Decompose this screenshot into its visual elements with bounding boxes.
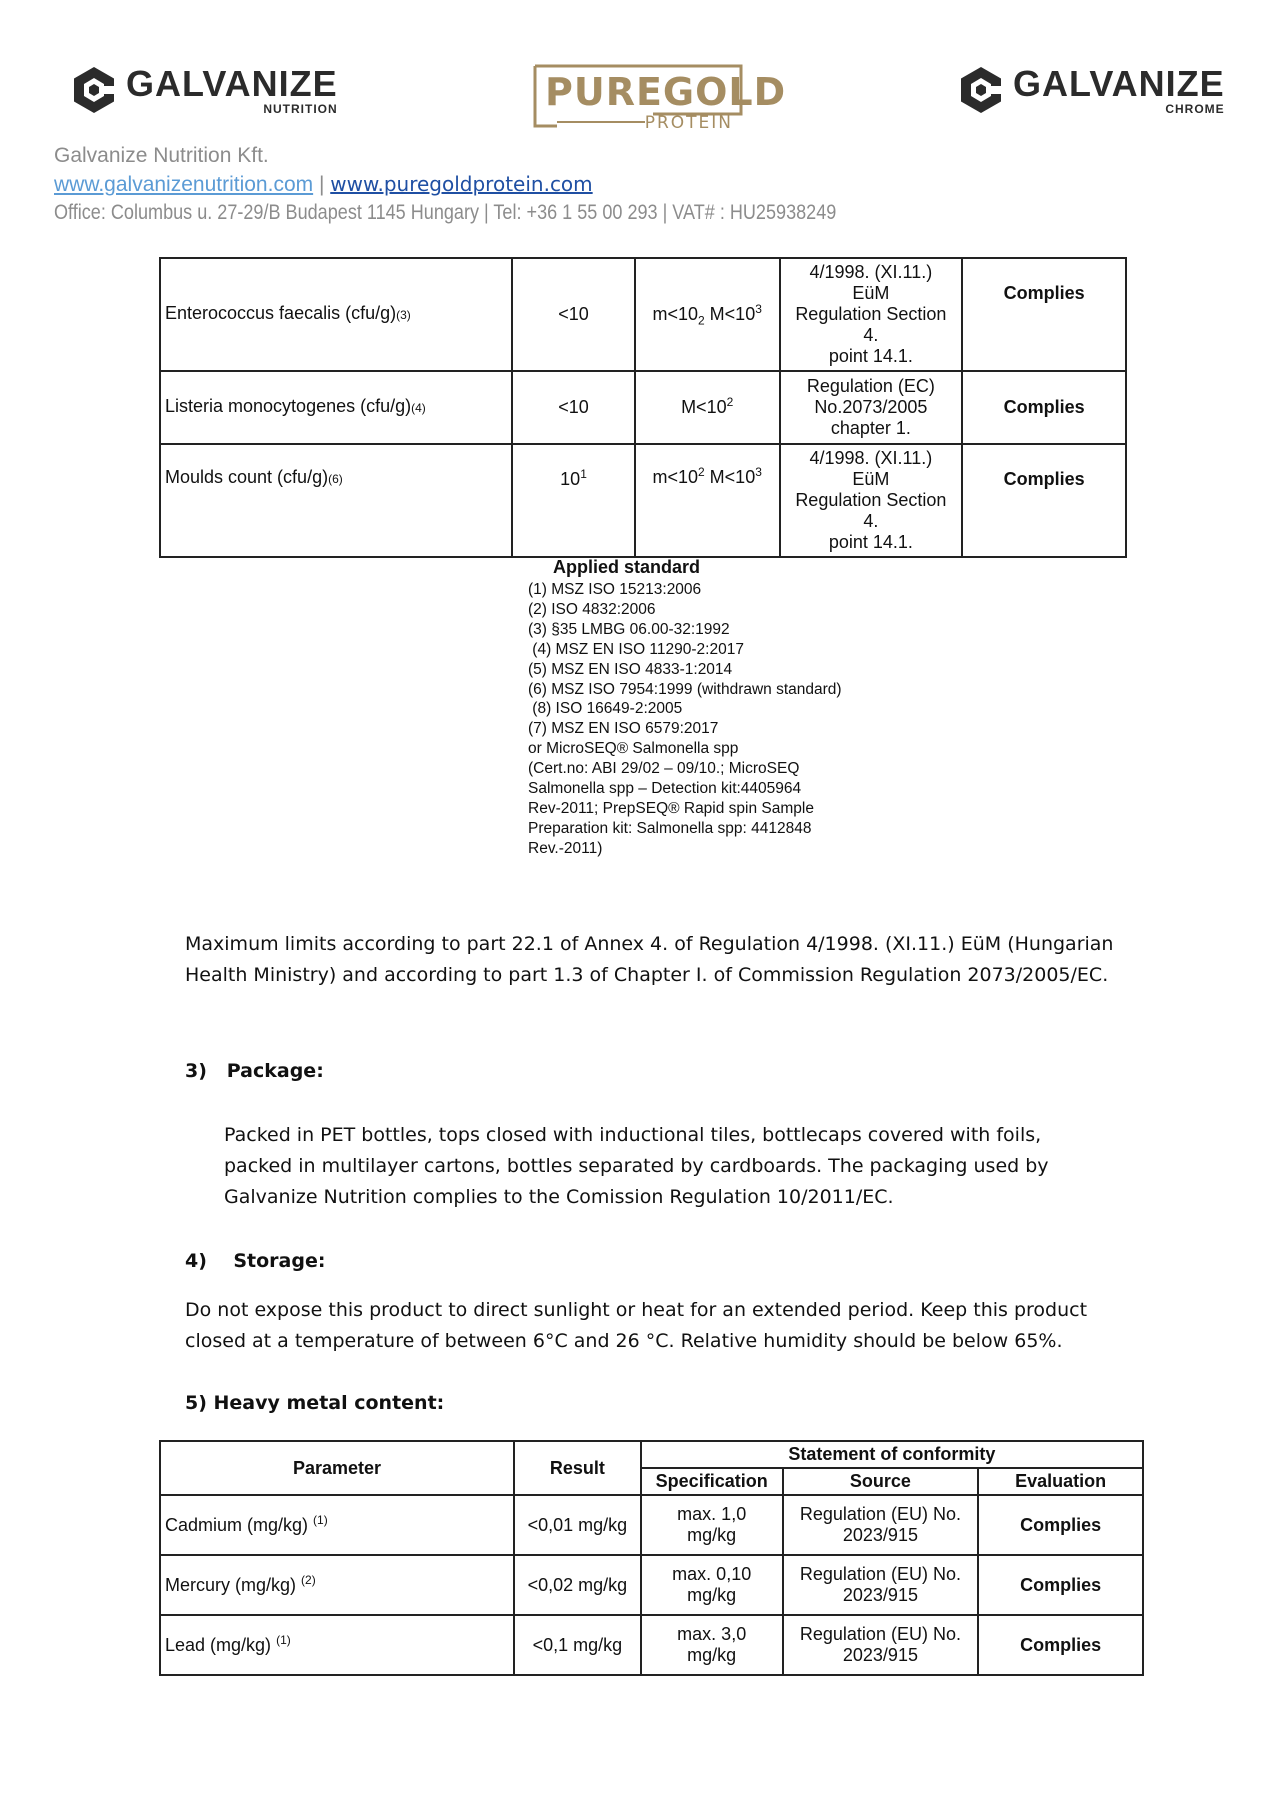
- param-cell: [160, 258, 512, 371]
- param-name: Listeria monocytogenes (cfu/g): [165, 396, 412, 416]
- param-name: Lead (mg/kg): [165, 1634, 272, 1655]
- limit-cell: [635, 258, 780, 371]
- source-line: Regulation (EU) No.: [799, 1564, 961, 1584]
- galvanize-chrome-logo: [955, 64, 1225, 116]
- table-row: [160, 1555, 1143, 1615]
- standard-line: (7) MSZ EN ISO 6579:2017: [528, 720, 719, 738]
- evaluation-cell: Complies: [978, 1555, 1143, 1615]
- spec-line: max. 3,0: [677, 1624, 747, 1644]
- standard-line: (Cert.no: ABI 29/02 – 09/10.; MicroSEQ: [528, 760, 800, 778]
- website-link-galvanize[interactable]: www.galvanizenutrition.com: [54, 173, 314, 196]
- evaluation-cell: Complies: [962, 444, 1126, 557]
- result-cell: [512, 444, 635, 557]
- limits-paragraph: [185, 929, 1185, 991]
- source-cell: [783, 1615, 979, 1675]
- source-line: point 14.1.: [828, 532, 913, 552]
- result-exp: 1: [580, 467, 587, 481]
- result-cell: <10: [512, 258, 635, 371]
- standard-line: Preparation kit: Salmonella spp: 4412848: [528, 819, 812, 837]
- source-line: 2023/915: [842, 1645, 918, 1665]
- evaluation-cell: Complies: [978, 1615, 1143, 1675]
- param-cell: [160, 1495, 514, 1555]
- storage-text: [185, 1295, 1185, 1357]
- spec-line: mg/kg: [687, 1645, 737, 1665]
- limit-M-exp: 3: [755, 465, 762, 479]
- source-cell: [783, 1495, 979, 1555]
- spec-line: max. 1,0: [677, 1504, 747, 1524]
- logo-center-name: PUREGOLD: [545, 70, 787, 114]
- param-cell: [160, 1555, 514, 1615]
- col-header-specification: Specification: [641, 1468, 783, 1495]
- param-name: Moulds count (cfu/g): [165, 467, 329, 487]
- websites-line: [54, 172, 593, 197]
- standard-ref: (1): [276, 1632, 291, 1647]
- source-line: 4.: [863, 511, 879, 531]
- table-row: [160, 444, 1126, 557]
- source-line: EüM: [852, 283, 890, 303]
- result-cell: <0,02 mg/kg: [514, 1555, 641, 1615]
- puregold-protein-logo: [533, 64, 787, 133]
- paragraph-line: Do not expose this product to direct sunlight or heat for an extended period. Keep this product: [185, 1299, 1088, 1321]
- standard-ref: (3): [396, 308, 411, 322]
- microbiology-table: [159, 257, 1127, 558]
- standard-line: Salmonella spp – Detection kit:4405964: [528, 780, 802, 798]
- standard-ref: (4): [411, 401, 426, 415]
- spec-cell: [641, 1555, 783, 1615]
- result-value: 10: [560, 469, 581, 489]
- storage-heading: 4) Storage:: [185, 1250, 326, 1272]
- table-header-row: [160, 1441, 1143, 1468]
- standard-ref: (6): [328, 472, 343, 486]
- limit-m: m<10: [652, 304, 698, 324]
- table-row: [160, 371, 1126, 444]
- table-row: [160, 1615, 1143, 1675]
- limit-cell: [635, 371, 780, 444]
- source-cell: [780, 371, 963, 444]
- limit-m-exp: 2: [697, 465, 705, 479]
- paragraph-line: Maximum limits according to part 22.1 of Annex 4. of Regulation 4/1998. (XI.11.) EüM (Hungarian: [185, 933, 1114, 955]
- standard-line: (3) §35 LMBG 06.00-32:1992: [528, 620, 730, 638]
- source-cell: [783, 1555, 979, 1615]
- source-line: No.2073/2005: [814, 397, 928, 417]
- param-name: Enterococcus faecalis (cfu/g): [165, 303, 397, 323]
- paragraph-line: packed in multilayer cartons, bottles separated by cardboards. The packaging used by: [224, 1155, 1049, 1177]
- logo-left-name: GALVANIZE: [126, 62, 338, 104]
- table-row: [160, 258, 1126, 371]
- limit-cell: [635, 444, 780, 557]
- limit-M: M<10: [704, 304, 756, 324]
- galvanize-nutrition-logo: [68, 64, 338, 116]
- paragraph-line: Health Ministry) and according to part 1.3 of Chapter I. of Commission Regulation 2073/2005/EC.: [185, 964, 1109, 986]
- param-name: Cadmium (mg/kg): [165, 1514, 309, 1535]
- spec-cell: [641, 1615, 783, 1675]
- company-name: Galvanize Nutrition Kft.: [54, 144, 269, 167]
- standard-line: or MicroSEQ® Salmonella spp: [528, 740, 739, 758]
- standard-line: (2) ISO 4832:2006: [528, 600, 656, 618]
- source-line: Regulation (EU) No.: [799, 1624, 961, 1644]
- col-header-result: Result: [514, 1441, 641, 1495]
- source-line: EüM: [852, 469, 890, 489]
- source-line: chapter 1.: [830, 418, 911, 438]
- limit-M-exp: 3: [755, 302, 762, 316]
- table-row: [160, 1495, 1143, 1555]
- result-cell: <10: [512, 371, 635, 444]
- source-line: Regulation (EU) No.: [799, 1504, 961, 1524]
- limit-m-exp: 2: [697, 313, 705, 328]
- result-cell: <0,1 mg/kg: [514, 1615, 641, 1675]
- standard-line: (5) MSZ EN ISO 4833-1:2014: [528, 660, 733, 678]
- logo-center-sub: PROTEIN: [644, 113, 733, 133]
- standard-line: (4) MSZ EN ISO 11290-2:2017: [528, 640, 744, 658]
- heavy-metal-table: [159, 1440, 1144, 1676]
- limit-M: M<10: [704, 467, 756, 487]
- limit-m: m<10: [652, 467, 698, 487]
- standard-line: Rev-2011; PrepSEQ® Rapid spin Sample: [528, 799, 814, 817]
- evaluation-cell: Complies: [962, 258, 1126, 371]
- source-line: 4/1998. (XI.11.): [809, 262, 933, 282]
- standard-ref: (1): [313, 1512, 328, 1527]
- website-link-puregold[interactable]: www.puregoldprotein.com: [330, 172, 593, 196]
- hexagon-logo-icon: [955, 64, 1007, 116]
- param-cell: [160, 371, 512, 444]
- col-header-conformity: Statement of conformity: [641, 1441, 1143, 1468]
- result-cell: <0,01 mg/kg: [514, 1495, 641, 1555]
- source-line: Regulation (EC): [806, 376, 935, 396]
- source-cell: [780, 444, 963, 557]
- standard-line: (1) MSZ ISO 15213:2006: [528, 581, 702, 598]
- standard-line: (8) ISO 16649-2:2005: [528, 700, 683, 718]
- source-line: 4.: [863, 325, 879, 345]
- source-cell: [780, 258, 963, 371]
- param-cell: [160, 1615, 514, 1675]
- param-cell: [160, 444, 512, 557]
- spec-line: mg/kg: [687, 1525, 737, 1545]
- logo-right-name: GALVANIZE: [1013, 62, 1225, 104]
- spec-line: max. 0,10: [672, 1564, 752, 1584]
- col-header-evaluation: Evaluation: [978, 1468, 1143, 1495]
- source-line: 2023/915: [842, 1525, 918, 1545]
- heavy-metal-heading: 5) Heavy metal content:: [185, 1392, 445, 1414]
- evaluation-cell: Complies: [978, 1495, 1143, 1555]
- website-separator: |: [313, 173, 331, 196]
- limit-M-exp: 2: [726, 395, 734, 409]
- spec-line: mg/kg: [687, 1585, 737, 1605]
- source-line: 2023/915: [842, 1585, 918, 1605]
- hexagon-logo-icon: [68, 64, 120, 116]
- applied-standard-list: [528, 580, 842, 859]
- package-heading: 3) Package:: [185, 1060, 324, 1082]
- logo-left-sub: NUTRITION: [263, 101, 338, 116]
- package-text: [224, 1120, 1184, 1213]
- standard-line: (6) MSZ ISO 7954:1999 (withdrawn standard): [528, 680, 842, 698]
- paragraph-line: Galvanize Nutrition complies to the Comission Regulation 10/2011/EC.: [224, 1186, 894, 1208]
- evaluation-cell: Complies: [962, 371, 1126, 444]
- spec-cell: [641, 1495, 783, 1555]
- paragraph-line: closed at a temperature of between 6°C and 26 °C. Relative humidity should be below 65%.: [185, 1330, 1063, 1352]
- paragraph-line: Packed in PET bottles, tops closed with inductional tiles, bottlecaps covered with foils,: [224, 1124, 1042, 1146]
- applied-standard-title: Applied standard: [553, 557, 701, 577]
- col-header-parameter: Parameter: [160, 1441, 514, 1495]
- source-line: point 14.1.: [828, 346, 913, 366]
- standard-ref: (2): [301, 1572, 316, 1587]
- logo-right-sub: CHROME: [1165, 101, 1225, 116]
- source-line: Regulation Section: [795, 304, 947, 324]
- limit-M: M<10: [681, 397, 727, 417]
- office-address: Office: Columbus u. 27-29/B Budapest 1145 Hungary | Tel: +36 1 55 00 293 | VAT# : HU25938249: [54, 201, 837, 224]
- source-line: 4/1998. (XI.11.): [809, 448, 933, 468]
- source-line: Regulation Section: [795, 490, 947, 510]
- standard-line: Rev.-2011): [528, 839, 603, 857]
- param-name: Mercury (mg/kg): [165, 1574, 297, 1595]
- col-header-source: Source: [783, 1468, 979, 1495]
